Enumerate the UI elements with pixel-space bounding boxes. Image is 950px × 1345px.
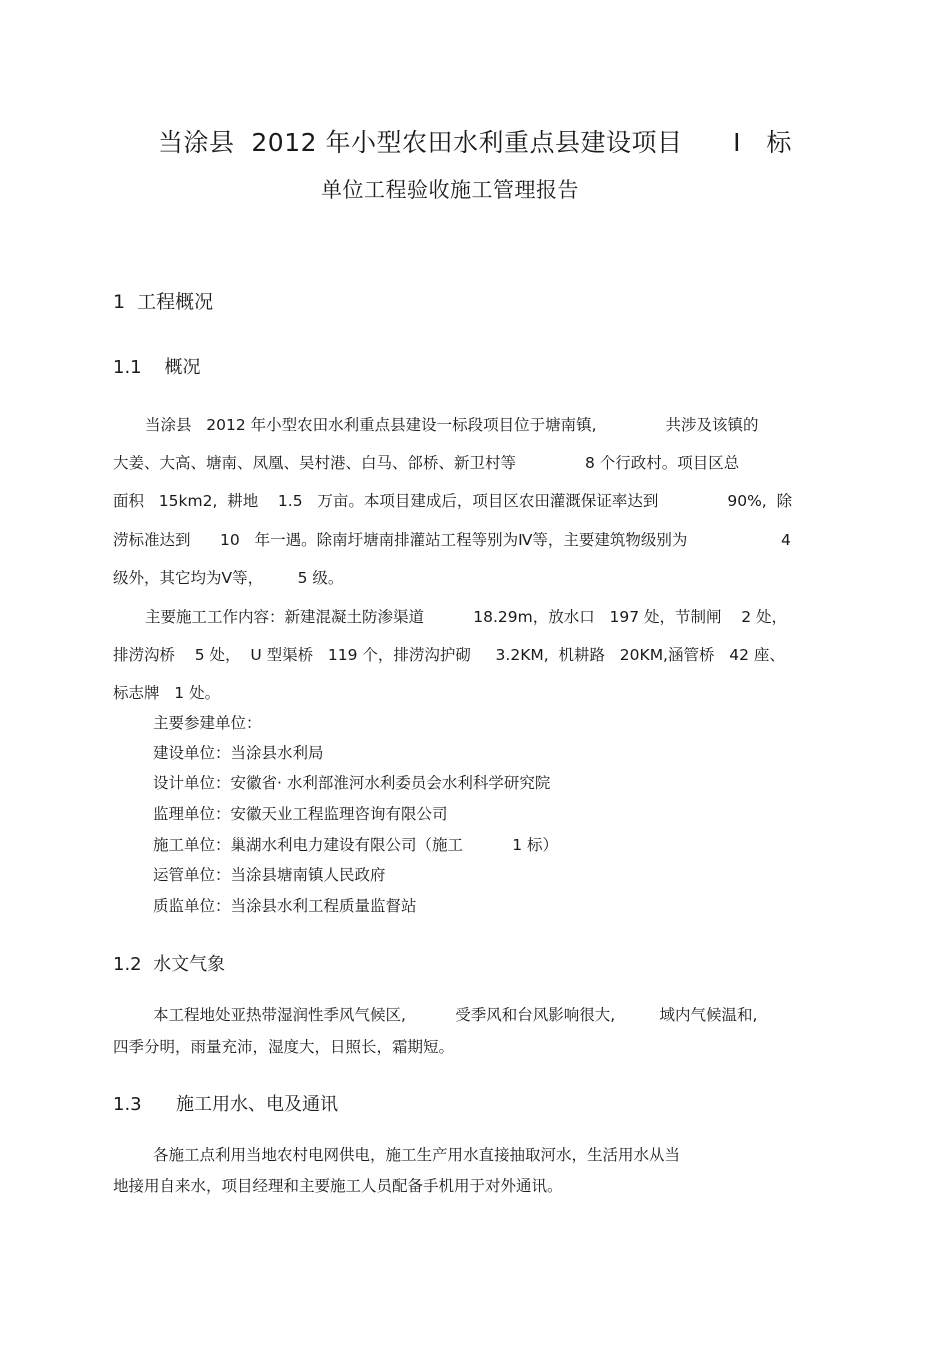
unit-item: 建设单位：当涂县水利局	[153, 744, 324, 762]
paragraph-line: 大姜、大高、塘南、凤凰、吴村港、白马、郃桥、新卫村等 8 个行政村。项目区总	[113, 454, 740, 472]
unit-item: 监理单位：安徽天业工程监理咨询有限公司	[153, 805, 448, 823]
paragraph-line: 地接用自来水，项目经理和主要施工人员配备手机用于对外通讯。	[113, 1177, 563, 1195]
unit-item: 运管单位：当涂县塘南镇人民政府	[153, 866, 386, 884]
unit-item: 质监单位：当涂县水利工程质量监督站	[153, 897, 417, 915]
paragraph-line: 各施工点利用当地农村电网供电，施工生产用水直接抽取河水，生活用水从当	[153, 1146, 681, 1164]
section-heading-1: 1 工程概况	[113, 291, 214, 313]
paragraph-line: 四季分明，雨量充沛，湿度大，日照长，霜期短。	[113, 1038, 455, 1056]
section-heading-1-2: 1.2 水文气象	[113, 954, 226, 975]
paragraph-line: 级外，其它均为Ⅴ等， 5 级。	[113, 569, 344, 587]
units-intro: 主要参建单位：	[153, 714, 262, 732]
paragraph-line: 排涝沟桥 5 处， U 型渠桥 119 个，排涝沟护砌 3.2KM, 机耕路 20KM,涵管桥 42 座、	[113, 646, 785, 664]
section-heading-1-3: 1.3 施工用水、电及通讯	[113, 1094, 338, 1115]
unit-item: 施工单位：巢湖水利电力建设有限公司（施工 1 标）	[153, 836, 559, 854]
paragraph-line: 面积 15km2, 耕地 1.5 万亩。本项目建成后，项目区农田灌溉保证率达到 90%, 除	[113, 492, 793, 510]
unit-item: 设计单位：安徽省· 水利部淮河水利委员会水利科学研究院	[153, 774, 551, 792]
document-title: 当涂县 2012 年小型农田水利重点县建设项目 Ⅰ 标	[158, 128, 792, 157]
paragraph-line: 涝标准达到 10 年一遇。除南圩塘南排灌站工程等别为Ⅳ等，主要建筑物级别为 4	[113, 531, 791, 549]
paragraph-line: 本工程地处亚热带湿润性季风气候区, 受季风和台风影响很大, 域内气候温和,	[153, 1006, 758, 1024]
paragraph-line: 标志牌 1 处。	[113, 684, 221, 702]
section-heading-1-1: 1.1 概况	[113, 357, 201, 378]
paragraph-line: 当涂县 2012 年小型农田水利重点县建设一标段项目位于塘南镇, 共涉及该镇的	[145, 416, 759, 434]
paragraph-line: 主要施工工作内容：新建混凝土防渗渠道 18.29m，放水口 197 处，节制闸 2 处，	[145, 608, 788, 626]
document-subtitle: 单位工程验收施工管理报告	[321, 178, 579, 202]
